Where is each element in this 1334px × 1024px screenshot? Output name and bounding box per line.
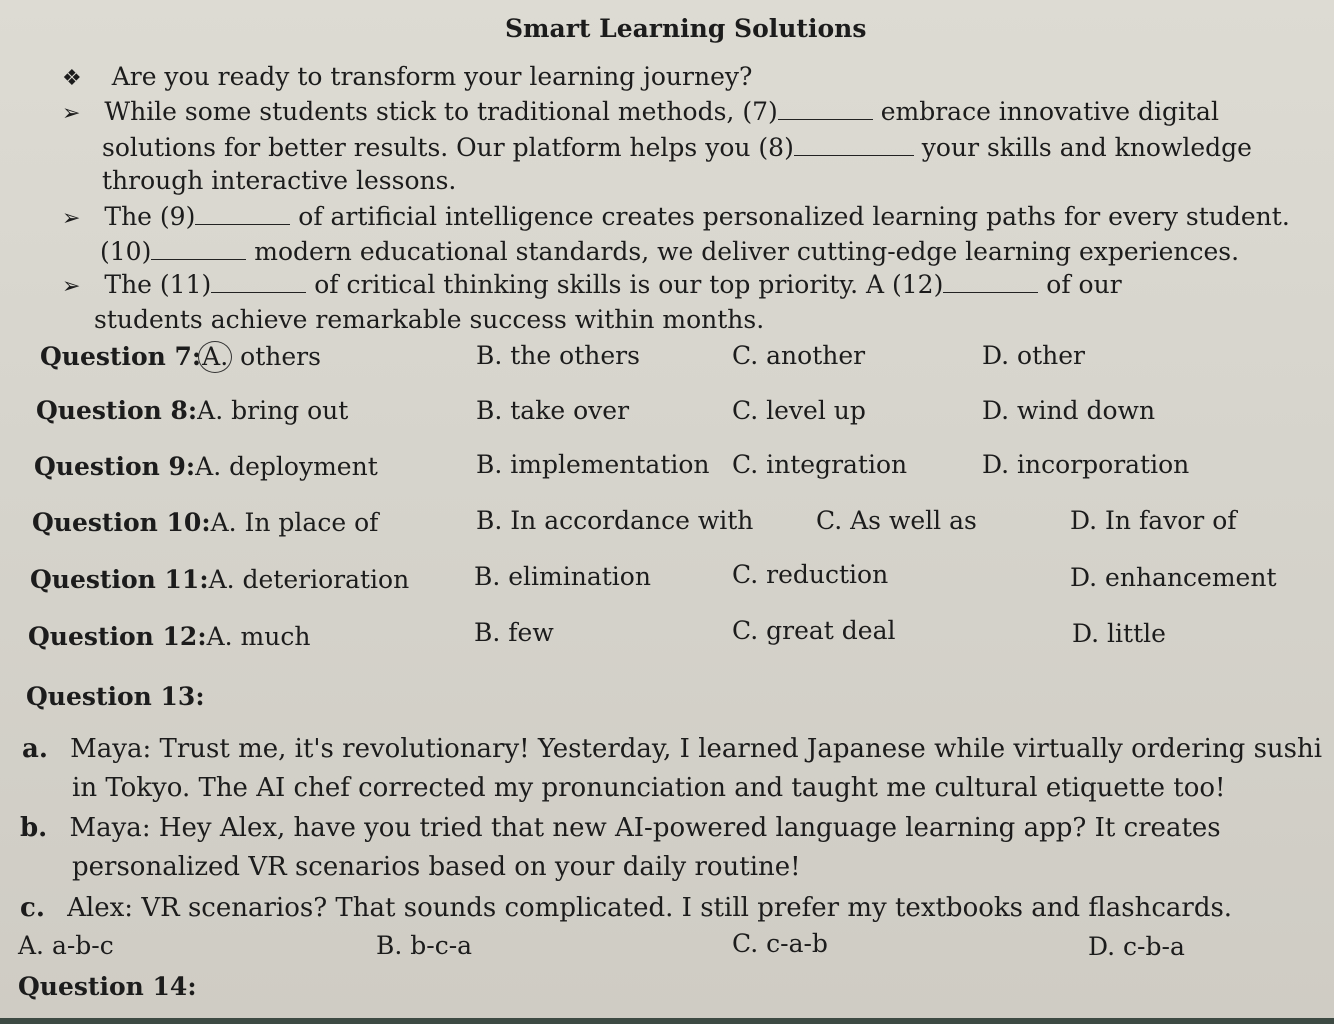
blank-12 <box>943 270 1038 293</box>
question-12-option-d: D. little <box>1072 619 1166 648</box>
question-13-option-c: C. c-a-b <box>732 929 828 958</box>
q13-item-c-line-1: c. Alex: VR scenarios? That sounds complicated. I still prefer my textbooks and flashcards. <box>20 893 1233 923</box>
question-10-option-c: C. As well as <box>816 506 977 535</box>
q13-item-a-line-2: in Tokyo. The AI chef corrected my pronunciation and taught me cultural etiquette too! <box>72 773 1226 803</box>
question-7-label: Question 7:A. others <box>40 342 321 371</box>
question-8-option-c: C. level up <box>732 396 866 425</box>
question-7-option-b: B. the others <box>476 341 640 370</box>
question-13-label: Question 13: <box>26 682 205 711</box>
diamond-bullet-icon: ❖ <box>62 66 82 91</box>
passage-line-3: through interactive lessons. <box>102 166 457 195</box>
intro-line: ❖ Are you ready to transform your learning journey? <box>62 62 753 91</box>
question-7-option-d: D. other <box>982 341 1085 370</box>
question-11-option-b: B. elimination <box>474 562 651 591</box>
question-9-option-c: C. integration <box>732 450 908 479</box>
blank-7 <box>778 97 873 120</box>
question-9-option-d: D. incorporation <box>982 450 1190 479</box>
question-12-option-c: C. great deal <box>732 616 896 645</box>
question-9-label: Question 9:A. deployment <box>34 452 378 481</box>
question-10-option-b: B. In accordance with <box>476 506 754 535</box>
question-8-option-b: B. take over <box>476 396 630 425</box>
question-11-option-d: D. enhancement <box>1070 563 1277 592</box>
question-9-option-b: B. implementation <box>476 450 710 479</box>
arrow-bullet-icon: ➢ <box>62 274 81 299</box>
q13-item-b-line-2: personalized VR scenarios based on your daily routine! <box>72 852 801 882</box>
question-8-option-d: D. wind down <box>982 396 1156 425</box>
passage-line-1: ➢ While some students stick to traditional methods, (7) embrace innovative digital <box>62 97 1219 126</box>
blank-8 <box>794 133 914 156</box>
question-10-option-d: D. In favor of <box>1070 506 1237 535</box>
circled-answer: A. <box>198 341 232 373</box>
question-12-option-b: B. few <box>474 618 554 647</box>
question-11-option-c: C. reduction <box>732 560 889 589</box>
question-13-option-d: D. c-b-a <box>1088 932 1185 961</box>
passage-line-5: (10) modern educational standards, we deliver cutting-edge learning experiences. <box>100 237 1240 266</box>
arrow-bullet-icon: ➢ <box>62 206 81 231</box>
blank-10 <box>151 237 246 260</box>
q13-item-a-line-1: a. Maya: Trust me, it's revolutionary! Yesterday, I learned Japanese while virtually ordering sushi <box>22 734 1323 764</box>
passage-line-2: solutions for better results. Our platform helps you (8) your skills and knowledge <box>102 133 1252 162</box>
question-8-label: Question 8:A. bring out <box>36 396 349 425</box>
passage-line-7: students achieve remarkable success within months. <box>94 305 765 334</box>
passage-line-6: ➢ The (11) of critical thinking skills is our top priority. A (12) of our <box>62 270 1122 299</box>
question-13-option-b: B. b-c-a <box>376 931 473 960</box>
arrow-bullet-icon: ➢ <box>62 101 81 126</box>
question-12-label: Question 12:A. much <box>28 622 311 651</box>
question-13-option-a: A. a-b-c <box>18 931 114 960</box>
q13-item-b-line-1: b. Maya: Hey Alex, have you tried that new AI-powered language learning app? It creates <box>20 813 1221 843</box>
question-11-label: Question 11:A. deterioration <box>30 565 410 594</box>
page-title: Smart Learning Solutions <box>505 14 867 43</box>
question-7-option-c: C. another <box>732 341 866 370</box>
bottom-edge <box>0 1018 1334 1024</box>
passage-line-4: ➢ The (9) of artificial intelligence creates personalized learning paths for every student. <box>62 202 1290 231</box>
blank-9 <box>195 202 290 225</box>
blank-11 <box>211 270 306 293</box>
question-14-label: Question 14: <box>18 972 197 1001</box>
question-10-label: Question 10:A. In place of <box>32 508 379 537</box>
